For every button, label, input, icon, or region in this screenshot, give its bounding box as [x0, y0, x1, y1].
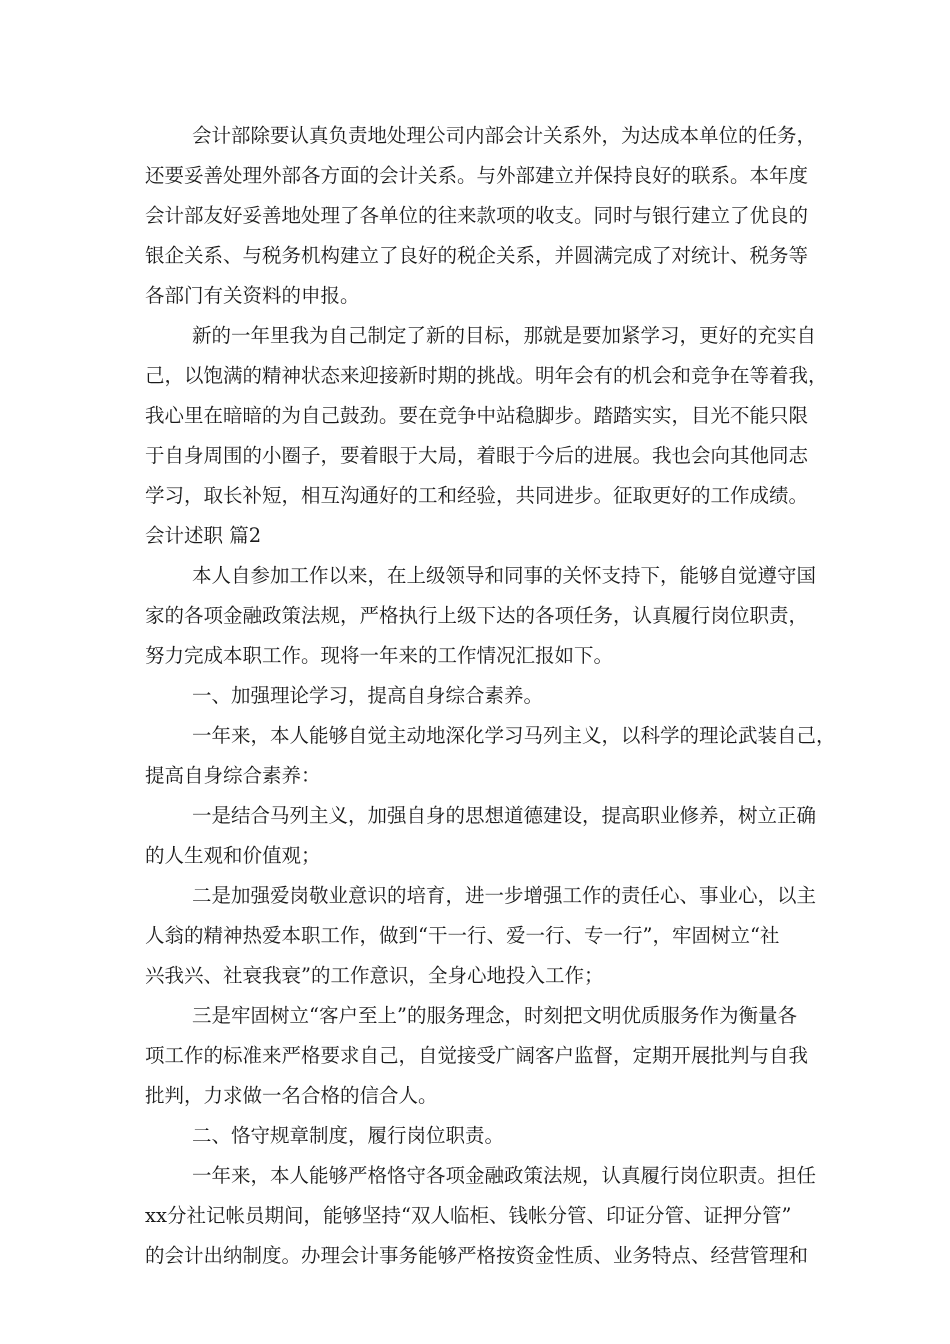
- paragraph-line: 会计部除要认真负责地处理公司内部会计关系外，为达成本单位的任务，: [192, 124, 817, 147]
- paragraph-line: 的人生观和价值观；: [145, 844, 321, 867]
- paragraph-line: 银企关系、与税务机构建立了良好的税企关系，并圆满完成了对统计、税务等: [145, 244, 809, 267]
- paragraph-line: 批判，力求做一名合格的信合人。: [145, 1084, 438, 1107]
- paragraph-line: 兴我兴、社衰我衰”的工作意识，全身心地投入工作；: [145, 964, 604, 987]
- paragraph-line: 提高自身综合素养：: [145, 764, 321, 787]
- paragraph-line: 己，以饱满的精神状态来迎接新时期的挑战。明年会有的机会和竞争在等着我，: [145, 364, 828, 387]
- paragraph-line: 二是加强爱岗敬业意识的培育，进一步增强工作的责任心、事业心，以主: [192, 884, 817, 907]
- paragraph-line: 家的各项金融政策法规，严格执行上级下达的各项任务，认真履行岗位职责，: [145, 604, 809, 627]
- paragraph-line: 本人自参加工作以来，在上级领导和同事的关怀支持下，能够自觉遵守国: [192, 564, 817, 587]
- paragraph-line: 会计部友好妥善地处理了各单位的往来款项的收支。同时与银行建立了优良的: [145, 204, 809, 227]
- paragraph-line: 于自身周围的小圈子，要着眼于大局，着眼于今后的进展。我也会向其他同志: [145, 444, 809, 467]
- paragraph-line: 二、恪守规章制度，履行岗位职责。: [192, 1124, 505, 1147]
- paragraph-line: 新的一年里我为自己制定了新的目标，那就是要加紧学习，更好的充实自: [192, 324, 817, 347]
- paragraph-line: xx分社记帐员期间，能够坚持“双人临柜、钱帐分管、印证分管、证押分管”: [145, 1204, 792, 1227]
- paragraph-line: 一年来，本人能够自觉主动地深化学习马列主义，以科学的理论武装自己，: [192, 724, 836, 747]
- paragraph-line: 三是牢固树立“客户至上”的服务理念，时刻把文明优质服务作为衡量各: [192, 1004, 797, 1027]
- paragraph-line: 一年来，本人能够严格恪守各项金融政策法规，认真履行岗位职责。担任: [192, 1164, 817, 1187]
- paragraph-line: 一、加强理论学习，提高自身综合素养。: [192, 684, 544, 707]
- paragraph-line: 努力完成本职工作。现将一年来的工作情况汇报如下。: [145, 644, 614, 667]
- paragraph-line: 人翁的精神热爱本职工作，做到“干一行、爱一行、专一行”，牢固树立“社: [145, 924, 780, 947]
- paragraph-line: 的会计出纳制度。办理会计事务能够严格按资金性质、业务特点、经营管理和: [145, 1244, 809, 1267]
- paragraph-line: 各部门有关资料的申报。: [145, 284, 360, 307]
- paragraph-line: 项工作的标准来严格要求自己，自觉接受广阔客户监督，定期开展批判与自我: [145, 1044, 809, 1067]
- paragraph-line: 学习，取长补短，相互沟通好的工和经验，共同进步。征取更好的工作成绩。: [145, 484, 809, 507]
- paragraph-line: 我心里在暗暗的为自己鼓劲。要在竞争中站稳脚步。踏踏实实，目光不能只限: [145, 404, 809, 427]
- section-heading: 会计述职 篇2: [145, 524, 262, 547]
- paragraph-line: 还要妥善处理外部各方面的会计关系。与外部建立并保持良好的联系。本年度: [145, 164, 809, 187]
- paragraph-line: 一是结合马列主义，加强自身的思想道德建设，提高职业修养，树立正确: [192, 804, 817, 827]
